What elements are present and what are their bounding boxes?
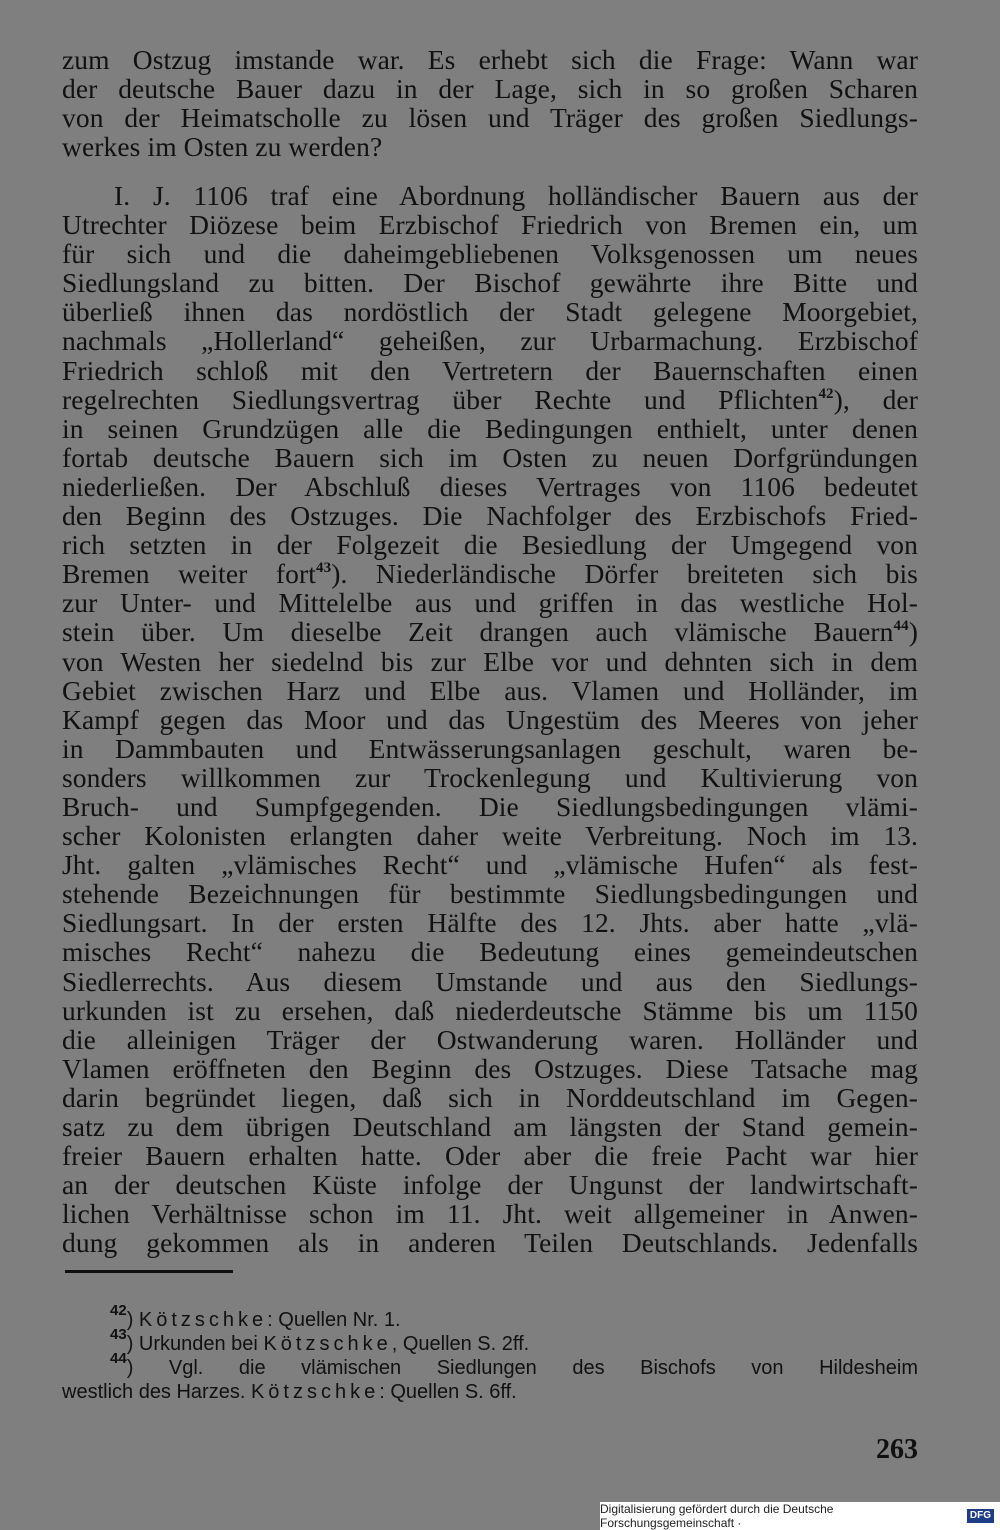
- footnote-42: $^{42}$) Kötzschke: Quellen Nr. 1.: [110, 1302, 401, 1331]
- text-line: werkes im Osten zu werden?: [62, 131, 383, 163]
- footnote-text: westlich des Harzes.: [62, 1381, 251, 1403]
- text-line: an der deutschen Küste infolge der Ungunst der landwirtschaft-: [62, 1169, 918, 1201]
- footnote-ref-44[interactable]: 44: [893, 618, 909, 635]
- footnote-ref-42[interactable]: 42: [818, 385, 834, 402]
- text-line: zur Unter- und Mittelelbe aus und griffen in das westliche Hol-: [62, 587, 918, 619]
- text-line: Siedlungsart. In der ersten Hälfte des 12. Jhts. aber hatte „vlä-: [62, 907, 918, 939]
- footnote-text: ) Urkunden bei: [126, 1333, 264, 1355]
- text-line: für sich und die daheimgebliebenen Volksgenossen um neues: [62, 238, 918, 270]
- footnotes: [62, 1302, 918, 1404]
- footnote-text: , Quellen S. 2ff.: [391, 1333, 530, 1355]
- text-line: freier Bauern erhalten hatte. Oder aber die freie Pacht war hier: [62, 1140, 918, 1172]
- text-line: Bruch- und Sumpfgegenden. Die Siedlungsbedingungen vlämi-: [62, 790, 918, 822]
- page-number: 263: [876, 1434, 918, 1465]
- text-line: Kampf gegen das Moor und das Ungestüm des Meeres von jeher: [62, 703, 918, 735]
- footnote-author: Kötzschke: [250, 1381, 380, 1403]
- footnote-44: [62, 1350, 918, 1380]
- text-fragment: Bremen weiter fort: [62, 558, 316, 590]
- footnote-mark: 44: [110, 1350, 127, 1367]
- text-line: lichen Verhältnisse schon im 11. Jht. weit allgemeiner in Anwen-: [62, 1198, 918, 1230]
- text-fragment: ), der: [833, 383, 918, 415]
- text-line: von Westen her siedelnd bis zur Elbe vor und dehnten sich in dem: [62, 645, 918, 677]
- footnote-text: : Quellen Nr. 1.: [267, 1309, 401, 1331]
- text-line: scher Kolonisten erlangten daher weite Verbreitung. Noch im 13.: [62, 820, 918, 852]
- text-line: die alleinigen Träger der Ostwanderung waren. Holländer und: [62, 1023, 918, 1055]
- footnote-mark: 43: [110, 1326, 127, 1343]
- text-line: darin begründet liegen, daß sich in Norddeutschland im Gegen-: [62, 1081, 918, 1113]
- book-page: [62, 0, 918, 1530]
- text-line: misches Recht“ nahezu die Bedeutung eines gemeindeutschen: [62, 936, 918, 968]
- text-line: der deutsche Bauer dazu in der Lage, sich in so großen Scharen: [62, 73, 918, 105]
- text-line: rich setzten in der Folgezeit die Besiedlung der Umgegend von: [62, 529, 918, 561]
- text-line: in seinen Grundzügen alle die Bedingungen enthielt, unter denen: [62, 412, 918, 444]
- text-line: von der Heimatscholle zu lösen und Träger des großen Siedlungs-: [62, 102, 918, 134]
- text-line-with-footnote-42: [62, 385, 918, 414]
- footnote-text: : Quellen S. 6ff.: [379, 1381, 517, 1403]
- text-line: sonders willkommen zur Trockenlegung und Kultivierung von: [62, 761, 918, 793]
- text-line: in Dammbauten und Entwässerungsanlagen geschult, waren be-: [62, 732, 918, 764]
- text-fragment: ): [908, 616, 918, 648]
- text-line: Siedlungsland zu bitten. Der Bischof gewährte ihre Bitte und: [62, 267, 918, 299]
- text-line-with-footnote-44: [62, 617, 918, 646]
- footnote-44-continued: [62, 1380, 918, 1404]
- footnote-author: Kötzschke: [138, 1309, 268, 1331]
- text-line: stehende Bezeichnungen für bestimmte Siedlungsbedingungen und: [62, 878, 918, 910]
- text-line: Siedlerrechts. Aus diesem Umstande und aus den Siedlungs-: [62, 965, 918, 997]
- footnote-ref-43[interactable]: 43: [316, 560, 332, 577]
- paragraph-1: [62, 45, 918, 161]
- text-line: Friedrich schloß mit den Vertretern der Bauernschaften einen: [62, 354, 918, 386]
- digitization-credit: [600, 1502, 1000, 1530]
- footnote-mark: 42: [110, 1302, 127, 1319]
- text-line: satz zu dem übrigen Deutschland am längsten der Stand gemein-: [62, 1111, 918, 1142]
- text-line: urkunden ist zu ersehen, daß niederdeutsche Stämme bis um 1150: [62, 994, 918, 1026]
- dfg-logo: DFG: [967, 1509, 994, 1523]
- footnote-text: ) Vgl. die vlämischen Siedlungen des Bischofs von Hildesheim: [126, 1357, 918, 1379]
- footnote-separator: [65, 1270, 233, 1273]
- text-line: niederließen. Der Abschluß dieses Vertrages von 1106 bedeutet: [62, 470, 918, 502]
- text-line: fortab deutsche Bauern sich im Osten zu neuen Dorfgründungen: [62, 441, 918, 473]
- footnote-43: [62, 1326, 918, 1356]
- text-line: Gebiet zwischen Harz und Elbe aus. Vlamen und Holländer, im: [62, 674, 918, 706]
- text-line: zum Ostzug imstande war. Es erhebt sich die Frage: Wann war: [62, 44, 918, 75]
- text-line-with-footnote-43: [62, 559, 918, 588]
- paragraph-2: [62, 181, 918, 1257]
- text-fragment: stein über. Um dieselbe Zeit drangen auch vlämische Bauern: [62, 616, 894, 648]
- text-line: Utrechter Diözese beim Erzbischof Friedrich von Bremen ein, um: [62, 209, 918, 241]
- text-line: überließ ihnen das nordöstlich der Stadt gelegene Moorgebiet,: [62, 296, 918, 328]
- text-fragment: ). Niederländische Dörfer breiteten sich bis: [331, 558, 918, 590]
- text-line: Vlamen eröffneten den Beginn des Ostzuges. Diese Tatsache mag: [62, 1052, 918, 1084]
- text-line: Jht. galten „vlämisches Recht“ und „vlämische Hufen“ als fest-: [62, 849, 918, 881]
- footnote-author: Kötzschke: [263, 1333, 392, 1355]
- text-line: I. J. 1106 traf eine Abordnung holländischer Bauern aus der: [114, 180, 918, 211]
- text-line: dung gekommen als in anderen Teilen Deutschlands. Jedenfalls: [62, 1227, 918, 1259]
- text-line: den Beginn des Ostzuges. Die Nachfolger des Erzbischofs Fried-: [62, 500, 918, 532]
- credit-text: Digitalisierung gefördert durch die Deutsche Forschungsgemeinschaft ·: [600, 1502, 834, 1530]
- text-line: nachmals „Hollerland“ geheißen, zur Urbarmachung. Erzbischof: [62, 325, 918, 357]
- text-fragment: regelrechten Siedlungsvertrag über Rechte und Pflichten: [62, 383, 819, 415]
